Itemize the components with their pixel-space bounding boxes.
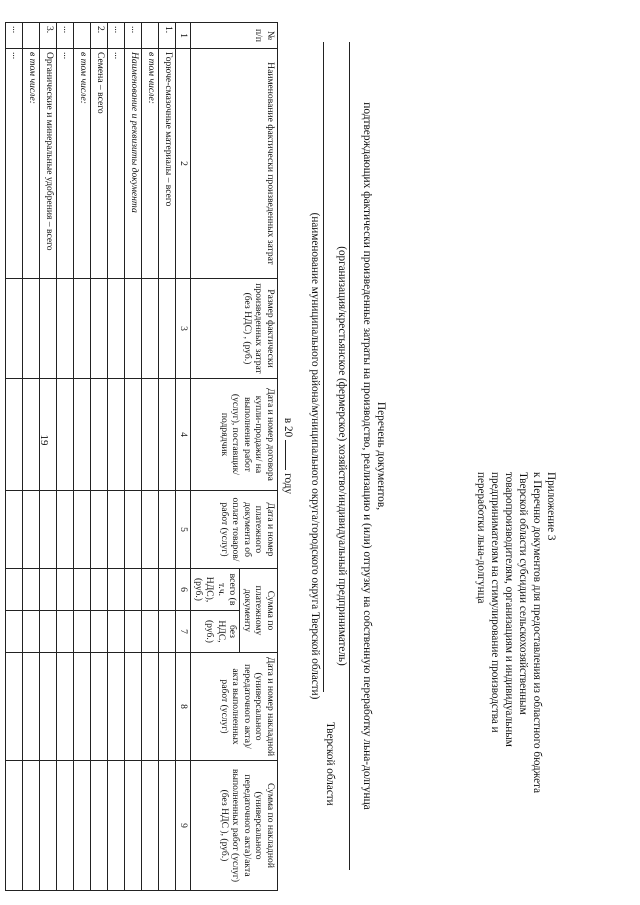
appendix-heading [474, 472, 558, 852]
table-body [6, 23, 176, 891]
row-number-cell [74, 23, 91, 49]
empty-cell [74, 491, 91, 569]
empty-cell [159, 611, 176, 653]
empty-cell [6, 653, 23, 761]
column-number: 7 [176, 611, 191, 653]
row-number-cell [23, 23, 40, 49]
empty-cell [142, 379, 159, 491]
header-sum-without-vat: без НДС, (руб.) [191, 611, 240, 653]
empty-cell [74, 761, 91, 891]
empty-cell [108, 611, 125, 653]
empty-cell [40, 279, 57, 379]
empty-cell [91, 491, 108, 569]
empty-cell [159, 761, 176, 891]
empty-cell [57, 379, 74, 491]
empty-cell [57, 569, 74, 611]
region-suffix: Тверской области [324, 722, 336, 806]
row-name-cell: в том числе: [142, 49, 159, 279]
empty-cell [91, 653, 108, 761]
table-row [125, 23, 142, 891]
empty-cell [125, 569, 142, 611]
empty-cell [159, 653, 176, 761]
column-number: 3 [176, 279, 191, 379]
row-number-cell: 1. [159, 23, 176, 49]
header-invoice-sum: Сумма по накладной (универсального передаточного акта)/акта выполненных работ (услуг) (без НДС ), (руб.) [191, 761, 278, 891]
empty-cell [74, 279, 91, 379]
empty-cell [125, 761, 142, 891]
empty-cell [91, 279, 108, 379]
row-number-cell: ... [6, 23, 23, 49]
table-row [159, 23, 176, 891]
municipality-line [323, 42, 324, 692]
empty-cell [108, 379, 125, 491]
table-row [6, 23, 23, 891]
empty-cell [74, 611, 91, 653]
empty-cell [142, 761, 159, 891]
row-name-cell: Органические и минеральные удобрения – всего [40, 49, 57, 279]
column-number-row [176, 23, 191, 891]
empty-cell [40, 653, 57, 761]
empty-cell [159, 279, 176, 379]
row-number-cell: 2. [91, 23, 108, 49]
empty-cell [57, 491, 74, 569]
empty-cell [57, 611, 74, 653]
empty-cell [159, 379, 176, 491]
empty-cell [108, 569, 125, 611]
empty-cell [142, 279, 159, 379]
appendix-line: переработки льна-долгунца [475, 472, 487, 604]
empty-cell [125, 279, 142, 379]
documents-table [6, 22, 279, 891]
row-name-cell: Наименование и реквизиты документа [125, 49, 142, 279]
organization-caption: (организация/крестьянское (фермерское) хозяйство/индивидуальный предприниматель) [336, 246, 348, 666]
year-blank-field [285, 440, 296, 470]
empty-cell [57, 279, 74, 379]
row-number-cell: ... [108, 23, 125, 49]
row-name-cell: ... [6, 49, 23, 279]
empty-cell [74, 653, 91, 761]
empty-cell [23, 491, 40, 569]
title-line-2: подтверждающих фактически произведенные затраты на производство, реализацию и (или) отгрузку на собственную переработку льна-долгунца [361, 102, 373, 810]
column-number: 4 [176, 379, 191, 491]
title-line-1: Перечень документов, [375, 401, 387, 511]
row-number-cell: ... [125, 23, 142, 49]
empty-cell [142, 611, 159, 653]
empty-cell [23, 379, 40, 491]
empty-cell [125, 491, 142, 569]
row-number-cell: ... [57, 23, 74, 49]
header-number: № п/п [191, 23, 278, 49]
empty-cell [40, 611, 57, 653]
empty-cell [125, 653, 142, 761]
row-name-cell: в том числе: [74, 49, 91, 279]
page-number: 19 [38, 434, 50, 446]
appendix-line: Тверской области субсидии сельскохозяйственным [517, 472, 529, 715]
empty-cell [6, 761, 23, 891]
empty-cell [159, 491, 176, 569]
empty-cell [159, 569, 176, 611]
header-cost-name: Наименование фактически произведенных затрат [191, 49, 278, 279]
empty-cell [125, 379, 142, 491]
appendix-line: к Перечню документов для предоставления из областного бюджета [531, 472, 543, 794]
row-name-cell: Горюче-смазочные материалы – всего [159, 49, 176, 279]
year-prefix: в 20 [282, 417, 294, 438]
table-row [91, 23, 108, 891]
municipality-caption: (наименование муниципального района/муниципального округа/городского округа Тверской области) [309, 212, 321, 700]
empty-cell [40, 761, 57, 891]
empty-cell [23, 761, 40, 891]
appendix-line: предпринимателям на стимулирование производства и [489, 472, 501, 733]
empty-cell [142, 653, 159, 761]
empty-cell [74, 379, 91, 491]
header-payment-doc: Дата и номер платежного документа об оплате товаров/работ (услуг) [191, 491, 278, 569]
header-invoice: Дата и номер накладной (универсального передаточного акта)/акта выполненных работ (услуг) [191, 653, 278, 761]
table-row [108, 23, 125, 891]
document-title [360, 22, 388, 890]
row-name-cell: в том числе: [23, 49, 40, 279]
row-number-cell: 3. [40, 23, 57, 49]
header-contract: Дата и номер договора купли-продажи/ на выполнение работ (услуг), поставщик/подрядчик [191, 379, 278, 491]
empty-cell [23, 569, 40, 611]
empty-cell [6, 569, 23, 611]
empty-cell [91, 761, 108, 891]
table-row [40, 23, 57, 891]
empty-cell [40, 569, 57, 611]
empty-cell [142, 569, 159, 611]
organization-line [349, 42, 350, 870]
empty-cell [108, 491, 125, 569]
year-suffix: году [282, 473, 294, 495]
column-number: 2 [176, 49, 191, 279]
empty-cell [40, 491, 57, 569]
rotated-page-content [10, 22, 578, 890]
empty-cell [108, 279, 125, 379]
row-name-cell: Семена – всего [91, 49, 108, 279]
empty-cell [6, 491, 23, 569]
empty-cell [108, 761, 125, 891]
header-payment-sum: Сумма по платежному документу [240, 569, 278, 653]
row-number-cell [142, 23, 159, 49]
column-number: 5 [176, 491, 191, 569]
empty-cell [6, 611, 23, 653]
empty-cell [6, 279, 23, 379]
empty-cell [74, 569, 91, 611]
empty-cell [23, 279, 40, 379]
table-row [142, 23, 159, 891]
header-sum-with-vat: всего (в т.ч. НДС), (руб.) [191, 569, 240, 611]
appendix-line: Приложение 3 [545, 472, 557, 541]
empty-cell [91, 611, 108, 653]
row-name-cell: ... [57, 49, 74, 279]
row-name-cell: ... [108, 49, 125, 279]
year-row [282, 22, 296, 890]
table-row [23, 23, 40, 891]
column-number: 6 [176, 569, 191, 611]
empty-cell [23, 653, 40, 761]
empty-cell [91, 379, 108, 491]
table-row [74, 23, 91, 891]
empty-cell [125, 611, 142, 653]
table-row [57, 23, 74, 891]
column-number: 8 [176, 653, 191, 761]
column-number: 1 [176, 23, 191, 49]
header-cost-amount: Размер фактически произведенных затрат (без НДС) , (руб.) [191, 279, 278, 379]
empty-cell [6, 379, 23, 491]
empty-cell [142, 491, 159, 569]
appendix-line: товаропроизводителям, организациям и индивидуальным [503, 472, 515, 747]
empty-cell [57, 653, 74, 761]
empty-cell [23, 611, 40, 653]
empty-cell [57, 761, 74, 891]
empty-cell [91, 569, 108, 611]
empty-cell [108, 653, 125, 761]
column-number: 9 [176, 761, 191, 891]
empty-cell [40, 379, 57, 491]
